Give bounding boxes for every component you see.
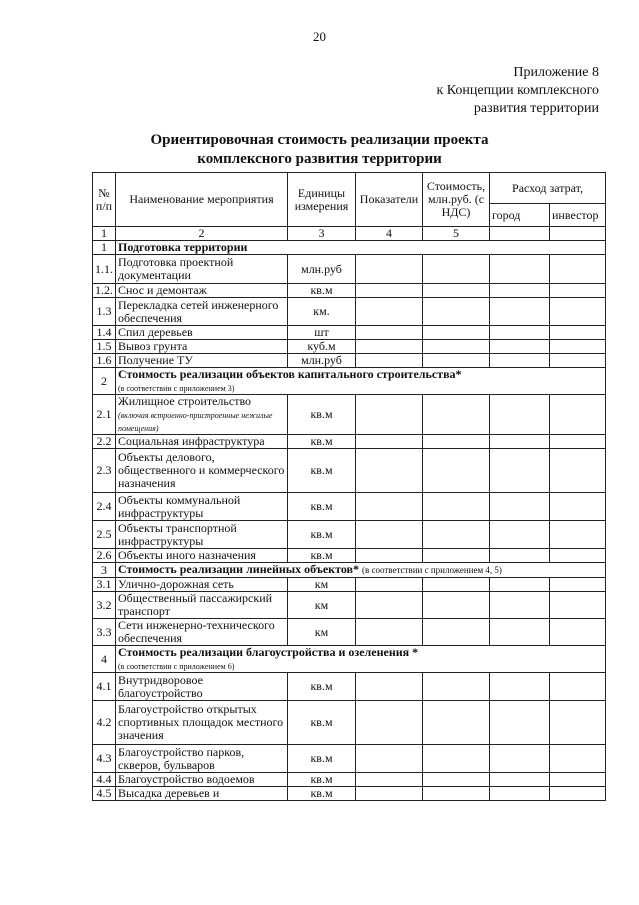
row-name-cell [116, 284, 288, 298]
table-row [93, 255, 606, 284]
row-number: 4.1 [93, 673, 116, 701]
empty-cell [550, 745, 606, 773]
row-name-cell [116, 255, 288, 284]
row-unit: кв.м [288, 395, 356, 435]
empty-cell [356, 578, 423, 592]
table-row [93, 521, 606, 549]
empty-cell [550, 255, 606, 284]
row-name-cell [116, 395, 288, 435]
row-name: Улично-дорожная сеть [118, 577, 234, 591]
section-title-cell [116, 646, 606, 673]
empty-cell [423, 773, 490, 787]
empty-cell [550, 284, 606, 298]
table-row [93, 549, 606, 563]
section-row [93, 241, 606, 255]
empty-cell [550, 619, 606, 646]
empty-cell [550, 354, 606, 368]
row-name-cell [116, 701, 288, 745]
empty-cell [356, 298, 423, 326]
table-row [93, 340, 606, 354]
row-unit: кв.м [288, 435, 356, 449]
row-name-cell [116, 578, 288, 592]
row-name-cell [116, 745, 288, 773]
empty-cell [490, 578, 550, 592]
header-expense: Расход затрат, [490, 173, 606, 204]
row-unit: кв.м [288, 549, 356, 563]
row-name-cell [116, 592, 288, 619]
empty-cell [423, 493, 490, 521]
empty-cell [550, 340, 606, 354]
row-name-cell [116, 449, 288, 493]
empty-cell [490, 284, 550, 298]
row-number: 1.6 [93, 354, 116, 368]
empty-cell [490, 787, 550, 801]
empty-cell [356, 449, 423, 493]
row-unit: км. [288, 298, 356, 326]
row-number: 4.3 [93, 745, 116, 773]
row-name: Спил деревьев [118, 325, 193, 339]
row-number: 2.3 [93, 449, 116, 493]
row-unit: кв.м [288, 773, 356, 787]
empty-cell [356, 592, 423, 619]
empty-cell [423, 673, 490, 701]
table-row [93, 578, 606, 592]
empty-cell [550, 673, 606, 701]
cost-table [92, 172, 606, 801]
row-name: Вывоз грунта [118, 339, 188, 353]
row-number: 1.1. [93, 255, 116, 284]
section-number: 2 [93, 368, 116, 395]
header-num: № п/п [93, 173, 116, 227]
empty-cell [490, 493, 550, 521]
col-number-2: 2 [116, 227, 288, 241]
empty-cell [550, 592, 606, 619]
header-indicators: Показатели [356, 173, 423, 227]
row-name: Подготовка проектной документации [118, 255, 234, 282]
table-row [93, 298, 606, 326]
empty-cell [490, 521, 550, 549]
row-name-cell [116, 354, 288, 368]
empty-cell [356, 255, 423, 284]
title-line-2: комплексного развития территории [197, 151, 442, 167]
section-row [93, 368, 606, 395]
table-row [93, 435, 606, 449]
col-number-4: 4 [356, 227, 423, 241]
row-unit: кв.м [288, 521, 356, 549]
empty-cell [423, 578, 490, 592]
row-unit: км [288, 578, 356, 592]
empty-cell [356, 787, 423, 801]
header-unit: Единицы измерения [288, 173, 356, 227]
empty-cell [490, 326, 550, 340]
empty-cell [356, 549, 423, 563]
empty-cell [490, 354, 550, 368]
empty-cell [356, 284, 423, 298]
row-name: Получение ТУ [118, 353, 193, 367]
table-row [93, 326, 606, 340]
document-title [0, 131, 639, 169]
empty-cell [490, 298, 550, 326]
empty-cell [356, 745, 423, 773]
empty-cell [550, 435, 606, 449]
empty-cell [423, 354, 490, 368]
row-unit: куб.м [288, 340, 356, 354]
empty-cell [356, 435, 423, 449]
row-unit: кв.м [288, 701, 356, 745]
empty-cell [423, 592, 490, 619]
empty-cell [550, 701, 606, 745]
empty-cell [356, 673, 423, 701]
section-title-cell [116, 241, 606, 255]
row-name-cell [116, 521, 288, 549]
row-name: Объекты делового, общественного и коммерческого назначения [118, 450, 285, 490]
section-title-cell [116, 368, 606, 395]
section-title: Стоимость реализации благоустройства и озеленения * [118, 645, 419, 659]
row-name: Высадка деревьев и [118, 786, 220, 800]
empty-cell [356, 326, 423, 340]
row-number: 1.2. [93, 284, 116, 298]
row-unit: км [288, 592, 356, 619]
section-number: 1 [93, 241, 116, 255]
empty-cell [356, 395, 423, 435]
row-name-cell [116, 549, 288, 563]
row-number: 2.4 [93, 493, 116, 521]
row-name-cell [116, 673, 288, 701]
table-row [93, 701, 606, 745]
table-row [93, 354, 606, 368]
empty-cell [490, 449, 550, 493]
header-city: город [490, 204, 550, 227]
row-number: 4.2 [93, 701, 116, 745]
empty-cell [423, 619, 490, 646]
empty-cell [550, 521, 606, 549]
empty-cell [356, 493, 423, 521]
section-row [93, 646, 606, 673]
empty-cell [550, 578, 606, 592]
title-line-1: Ориентировочная стоимость реализации проекта [150, 132, 489, 148]
row-name: Объекты иного назначения [118, 548, 256, 562]
row-note: (включая встроенно-пристроенные нежилые помещения) [118, 411, 273, 433]
row-unit: кв.м [288, 787, 356, 801]
section-title: Стоимость реализации линейных объектов* [118, 562, 359, 576]
row-number: 4.4 [93, 773, 116, 787]
row-number: 2.1 [93, 395, 116, 435]
section-number: 3 [93, 563, 116, 578]
row-name: Социальная инфраструктура [118, 434, 265, 448]
table-row [93, 449, 606, 493]
row-unit: шт [288, 326, 356, 340]
empty-cell [423, 326, 490, 340]
appendix-heading [436, 64, 599, 118]
row-name: Сети инженерно-технического обеспечения [118, 618, 275, 645]
row-name: Благоустройство открытых спортивных площадок местного значения [118, 702, 284, 742]
empty-cell [550, 549, 606, 563]
header-name: Наименование мероприятия [116, 173, 288, 227]
row-number: 4.5 [93, 787, 116, 801]
table-row [93, 284, 606, 298]
col-number-3: 3 [288, 227, 356, 241]
col-number-5: 5 [423, 227, 490, 241]
row-name: Жилищное строительство [118, 394, 252, 408]
row-unit: млн.руб [288, 354, 356, 368]
row-unit: кв.м [288, 449, 356, 493]
empty-cell [423, 255, 490, 284]
row-name-cell [116, 773, 288, 787]
empty-cell [550, 493, 606, 521]
empty-cell [490, 340, 550, 354]
header-cost: Стоимость, млн.руб. (с НДС) [423, 173, 490, 227]
row-name-cell [116, 435, 288, 449]
row-number: 3.1 [93, 578, 116, 592]
row-name-cell [116, 787, 288, 801]
empty-cell [490, 745, 550, 773]
empty-cell [423, 298, 490, 326]
page-number: 20 [313, 29, 326, 44]
empty-cell [550, 773, 606, 787]
empty-cell [356, 521, 423, 549]
row-unit: млн.руб [288, 255, 356, 284]
row-name: Благоустройство парков, скверов, бульваров [118, 744, 245, 772]
row-number: 2.2 [93, 435, 116, 449]
empty-cell [490, 255, 550, 284]
table-row [93, 787, 606, 801]
table-row [93, 493, 606, 521]
row-name: Снос и демонтаж [118, 283, 207, 297]
empty-cell [550, 326, 606, 340]
empty-cell [490, 592, 550, 619]
header-investor: инвестор [550, 204, 606, 227]
empty-cell [490, 673, 550, 701]
row-number: 2.6 [93, 549, 116, 563]
section-title: Стоимость реализации объектов капитального строительства* [118, 367, 462, 381]
row-name-cell [116, 340, 288, 354]
table-row [93, 395, 606, 435]
row-unit: кв.м [288, 284, 356, 298]
empty-cell [490, 619, 550, 646]
empty-cell [356, 773, 423, 787]
appendix-line-2: к Концепции комплексного [436, 83, 599, 98]
section-note: (в соответствии с приложением 4, 5) [362, 565, 502, 575]
row-number: 3.2 [93, 592, 116, 619]
empty-cell [423, 549, 490, 563]
table-row [93, 745, 606, 773]
empty-cell [423, 340, 490, 354]
empty-cell [356, 354, 423, 368]
row-unit: км [288, 619, 356, 646]
empty-cell [490, 549, 550, 563]
row-unit: кв.м [288, 493, 356, 521]
empty-cell [550, 298, 606, 326]
row-number: 1.5 [93, 340, 116, 354]
empty-cell [423, 284, 490, 298]
empty-cell [490, 395, 550, 435]
empty-cell [423, 435, 490, 449]
appendix-line-1: Приложение 8 [513, 65, 599, 80]
empty-cell [423, 521, 490, 549]
empty-cell [356, 619, 423, 646]
table-row [93, 673, 606, 701]
row-unit: кв.м [288, 673, 356, 701]
empty-cell [550, 787, 606, 801]
row-unit: кв.м [288, 745, 356, 773]
section-number: 4 [93, 646, 116, 673]
empty-cell [356, 340, 423, 354]
row-name-cell [116, 326, 288, 340]
empty-cell [423, 787, 490, 801]
row-number: 2.5 [93, 521, 116, 549]
section-title-cell [116, 563, 606, 578]
row-name: Благоустройство водоемов [118, 772, 255, 786]
table-row [93, 773, 606, 787]
row-name: Общественный пассажирский транспорт [118, 591, 273, 618]
empty-cell [423, 449, 490, 493]
row-name: Внутридворовое благоустройство [118, 672, 203, 700]
table-row [93, 592, 606, 619]
row-number: 1.4 [93, 326, 116, 340]
empty-cell [423, 701, 490, 745]
empty-cell [423, 395, 490, 435]
row-name-cell [116, 298, 288, 326]
empty-cell [490, 435, 550, 449]
row-number: 1.3 [93, 298, 116, 326]
section-note: (в соответствии с приложением 3) [118, 384, 235, 393]
section-title: Подготовка территории [118, 240, 248, 254]
col-number-1: 1 [93, 227, 116, 241]
row-name-cell [116, 619, 288, 646]
empty-cell [550, 449, 606, 493]
empty-cell [423, 745, 490, 773]
empty-cell [550, 395, 606, 435]
table-row [93, 619, 606, 646]
appendix-line-3: развития территории [473, 101, 599, 116]
section-note: (в соответствии с приложением 6) [118, 662, 235, 671]
section-row [93, 563, 606, 578]
empty-cell [490, 701, 550, 745]
row-number: 3.3 [93, 619, 116, 646]
row-name-cell [116, 493, 288, 521]
row-name: Перекладка сетей инженерного обеспечения [118, 297, 279, 325]
empty-cell [490, 773, 550, 787]
row-name: Объекты коммунальной инфраструктуры [118, 492, 241, 520]
row-name: Объекты транспортной инфраструктуры [118, 520, 237, 548]
empty-cell [356, 701, 423, 745]
